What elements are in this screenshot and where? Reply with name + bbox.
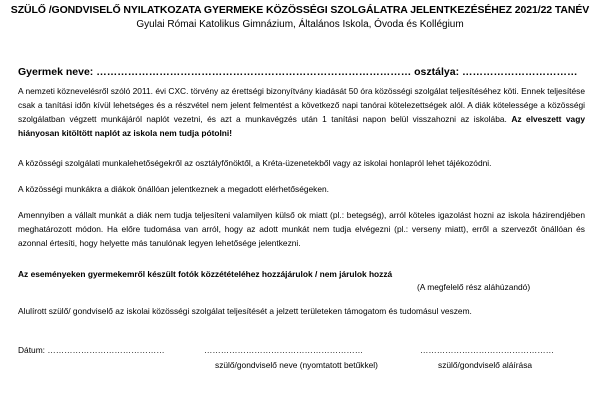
parent-signature-field[interactable]: ………………………………………… [420, 345, 554, 355]
law-text: A nemzeti köznevelésről szóló 2011. évi CXC. törvény az érettségi bizonyítvány kiadását 50 óra közösségi szolgálat teljesítéséhez köti. Ennek teljesítése csak a tanítási időn kívül lehetséges és a részvétel nem jelent felmentést a következő napi tanórai kötelezettségek alól. A diák kötelessége a közösségi szolgálatban végzett munkájáról naplót vezetni, és azt a munkavégzés után 1 tanítási napon belül visszahozni az iskolába. [18, 86, 585, 124]
date-row [18, 345, 165, 355]
date-field[interactable]: …………………………………… [47, 345, 165, 355]
photo-consent-statement: Az eseményeken gyermekemről készült fotók közzétételéhez hozzájárulok / nem járulok hozzá [18, 269, 393, 279]
law-warning: Az elveszett vagy hiányosan kitöltött naplót az iskola nem tudja pótolni! [18, 114, 585, 138]
apply-paragraph: A közösségi munkákra a diákok önállóan jelentkeznek a megadott elérhetőségeken. [18, 184, 330, 194]
declaration-paragraph: Alulírott szülő/ gondviselő az iskolai közösségi szolgálat teljesítését a jelzett területeken támogatom és tudomásul veszem. [18, 306, 472, 316]
parent-name-field[interactable]: ………………………………………………… [204, 345, 364, 355]
underline-note: (A megfelelő rész aláhúzandó) [417, 282, 531, 292]
law-paragraph [18, 84, 585, 140]
class-label: osztálya: [414, 66, 460, 78]
child-name-row [18, 66, 578, 78]
parent-signature-caption: szülő/gondviselő aláírása [438, 360, 533, 370]
school-name: Gyulai Római Katolikus Gimnázium, Általános Iskola, Óvoda és Kollégium [136, 19, 464, 30]
form-title: SZÜLŐ /GONDVISELŐ NYILATKOZATA GYERMEKE KÖZÖSSÉGI SZOLGÁLATRA JELENTKEZÉSÉHEZ 2021/22 TANÉV [10, 4, 590, 16]
date-label: Dátum: [18, 345, 45, 355]
class-field[interactable]: …………………………… [462, 66, 578, 78]
child-name-field[interactable]: ……………………………………………………………………………… [96, 66, 412, 78]
parent-name-caption: szülő/gondviselő neve (nyomtatott betűkkel) [215, 360, 378, 370]
child-name-label: Gyermek neve: [18, 66, 94, 78]
info-paragraph: A közösségi szolgálati munkalehetőségekről az osztályfőnöktől, a Kréta-üzenetekből vagy az iskolai honlapról lehet tájékozódni. [18, 158, 492, 168]
absence-paragraph: Amennyiben a vállalt munkát a diák nem tudja teljesíteni valamilyen külső ok miatt (pl.: betegség), arról köteles igazolást hozni az iskola házirendjében meghatározott módon. Ha előre tudomása van arról, hogy az adott munkát nem tudja elvégezni (pl.: verseny miatt), erről a szervezőt önállóan és azonnal értesíti, hogy helyette más tanulónak legyen lehetősége jelentkezni. [18, 210, 585, 248]
